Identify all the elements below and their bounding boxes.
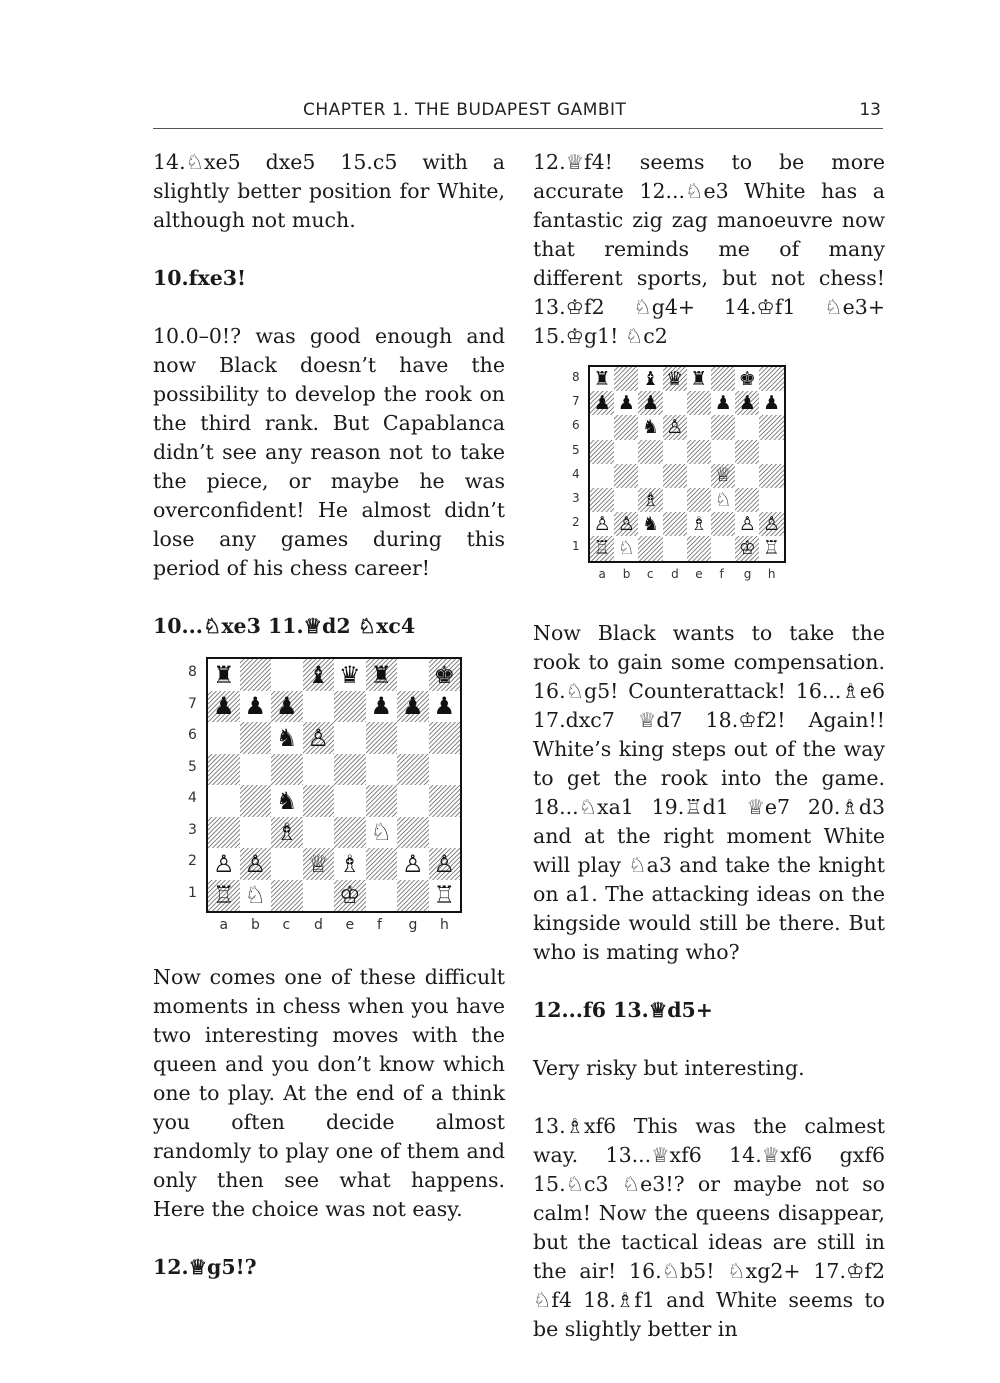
chess-piece-icon: ♚ [738, 367, 756, 390]
chess-board [588, 365, 786, 563]
chess-piece-icon: ♖ [212, 881, 235, 910]
square-g4 [397, 785, 429, 817]
chess-piece-icon: ♗ [275, 818, 298, 847]
chess-piece-icon: ♟ [244, 692, 266, 721]
square-g8 [397, 659, 429, 691]
square-f4 [366, 785, 398, 817]
square-f5 [711, 440, 735, 464]
chess-piece-icon: ♙ [433, 849, 455, 878]
square-b5 [240, 754, 272, 786]
square-c5 [271, 754, 303, 786]
chess-piece-icon: ♙ [401, 849, 424, 878]
square-e3 [687, 488, 711, 512]
square-g6 [735, 415, 759, 439]
square-c1 [271, 880, 303, 912]
chess-piece-icon: ♝ [307, 660, 329, 689]
rank-label: 4 [572, 466, 580, 481]
chess-piece-icon: ♔ [338, 881, 361, 910]
square-a5 [590, 440, 614, 464]
rank-label: 3 [572, 490, 580, 505]
square-h3 [759, 488, 783, 512]
file-label: c [282, 917, 291, 933]
square-e7 [334, 691, 366, 723]
chess-piece-icon: ♗ [338, 849, 361, 878]
square-a3 [208, 817, 240, 849]
square-g3 [735, 488, 759, 512]
square-f1 [711, 536, 735, 560]
square-c4 [638, 464, 662, 488]
chess-piece-icon: ♘ [714, 488, 732, 511]
square-d4 [663, 464, 687, 488]
chess-piece-icon: ♟ [762, 391, 780, 414]
main-move: 12.♕g5!? [153, 1255, 257, 1279]
paragraph: 13.♗xf6 This was the calmest way. 13...♕xf6 14.♕xf6 gxf6 15.♘c3 ♘e3!? or maybe not so calm! Now the queens disappear, but the tactical ideas are still in the air! 16.♘b5! ♘xg2+ 17.♔f2 ♘f4 18.♗f1 and White seems to be slightly better in [533, 1114, 885, 1341]
square-b5 [614, 440, 638, 464]
square-d1 [663, 536, 687, 560]
chess-piece-icon: ♞ [275, 723, 298, 752]
file-label: g [408, 917, 418, 933]
main-move: 12...f6 13.♕d5+ [533, 998, 713, 1022]
rank-label: 6 [188, 727, 197, 744]
file-label: h [767, 566, 776, 581]
square-b8 [240, 659, 272, 691]
square-e6 [687, 415, 711, 439]
square-c2 [271, 848, 303, 880]
file-label: h [440, 917, 449, 933]
square-h8 [759, 367, 783, 391]
chess-piece-icon: ♙ [738, 512, 756, 535]
square-f2 [366, 848, 398, 880]
rank-label: 2 [572, 515, 580, 530]
chess-piece-icon: ♙ [307, 723, 329, 752]
chess-piece-icon: ♜ [593, 367, 611, 390]
chess-piece-icon: ♛ [666, 367, 684, 390]
page-number: 13 [859, 100, 881, 120]
file-label: f [719, 566, 724, 581]
chess-piece-icon: ♙ [212, 849, 235, 878]
square-d3 [303, 817, 335, 849]
square-h5 [429, 754, 461, 786]
rank-label: 6 [572, 418, 580, 433]
chess-piece-icon: ♟ [275, 692, 298, 721]
square-d3 [663, 488, 687, 512]
file-label: d [671, 566, 679, 581]
square-h4 [429, 785, 461, 817]
rank-label: 1 [188, 884, 197, 901]
chess-piece-icon: ♕ [714, 464, 732, 487]
chess-piece-icon: ♔ [738, 536, 756, 559]
chess-diagram [153, 657, 505, 947]
file-label: e [345, 917, 355, 933]
chess-piece-icon: ♛ [338, 660, 361, 689]
chess-piece-icon: ♗ [641, 488, 659, 511]
chapter-title: CHAPTER 1. THE BUDAPEST GAMBIT [303, 100, 627, 120]
square-d7 [663, 391, 687, 415]
file-label: g [743, 566, 752, 581]
square-h5 [759, 440, 783, 464]
chess-piece-icon: ♙ [666, 415, 684, 438]
paragraph: 14.♘xe5 dxe5 15.c5 with a slightly better position for White, although not much. [153, 150, 505, 232]
square-a6 [590, 415, 614, 439]
square-h6 [429, 722, 461, 754]
paragraph: Very risky but interesting. [533, 1056, 805, 1080]
square-d2 [663, 512, 687, 536]
chess-piece-icon: ♙ [593, 512, 611, 535]
square-h3 [429, 817, 461, 849]
chess-piece-icon: ♗ [690, 512, 708, 535]
chess-piece-icon: ♝ [641, 367, 659, 390]
square-d4 [303, 785, 335, 817]
square-e1 [687, 536, 711, 560]
square-f6 [366, 722, 398, 754]
rank-label: 7 [572, 394, 580, 409]
square-d1 [303, 880, 335, 912]
square-b4 [614, 464, 638, 488]
square-f2 [711, 512, 735, 536]
square-g5 [397, 754, 429, 786]
chess-piece-icon: ♘ [370, 818, 392, 847]
rank-label: 2 [188, 853, 197, 870]
paragraph: Now comes one of these difficult moments in chess when you have two interesting moves with the queen and you don’t know which one to play. At the end of a think you often decide almost randomly to play one of them and only then see what happens. Here the choice was not easy. [153, 965, 505, 1221]
chess-piece-icon: ♙ [617, 512, 635, 535]
chess-diagram [533, 365, 885, 595]
paragraph: Now Black wants to take the rook to gain some compensation. 16.♘g5! Counterattack! 16...♗e6 17.dxc7 ♕d7 18.♔f2! Again!! White’s king steps out of the way to get the rook into the game. 18...♘xa1 19.♖d1 ♕e7 20.♗d3 and at the right moment White will play ♘a3 and take the knight on a1. The attacking ideas on the kingside would still be there. But who is mating who? [533, 621, 885, 964]
chess-piece-icon: ♞ [641, 415, 659, 438]
chess-piece-icon: ♟ [714, 391, 732, 414]
square-g3 [397, 817, 429, 849]
chess-piece-icon: ♘ [617, 536, 635, 559]
square-a6 [208, 722, 240, 754]
chess-piece-icon: ♟ [593, 391, 611, 414]
square-f6 [711, 415, 735, 439]
square-e3 [334, 817, 366, 849]
square-h4 [759, 464, 783, 488]
square-d5 [303, 754, 335, 786]
square-f8 [711, 367, 735, 391]
file-label: f [377, 917, 382, 933]
rank-label: 4 [188, 790, 197, 807]
rank-label: 5 [572, 442, 580, 457]
square-a3 [590, 488, 614, 512]
square-b3 [240, 817, 272, 849]
file-label: a [219, 917, 229, 933]
square-f1 [366, 880, 398, 912]
square-e5 [334, 754, 366, 786]
left-column [153, 148, 505, 1282]
chess-piece-icon: ♙ [762, 512, 780, 535]
rank-label: 3 [188, 821, 197, 838]
chess-piece-icon: ♟ [370, 692, 392, 721]
chess-piece-icon: ♕ [307, 849, 329, 878]
chess-piece-icon: ♟ [738, 391, 756, 414]
square-g1 [397, 880, 429, 912]
chess-piece-icon: ♜ [212, 660, 235, 689]
square-a4 [208, 785, 240, 817]
main-move: 10.fxe3! [153, 266, 247, 290]
square-e4 [687, 464, 711, 488]
rank-label: 5 [188, 758, 197, 775]
rank-label: 7 [188, 695, 197, 712]
file-label: a [598, 566, 606, 581]
rank-label: 8 [572, 369, 580, 384]
chess-piece-icon: ♖ [433, 881, 455, 910]
chess-piece-icon: ♖ [593, 536, 611, 559]
file-label: e [695, 566, 703, 581]
chess-piece-icon: ♟ [641, 391, 659, 414]
chess-board [206, 657, 462, 913]
square-b3 [614, 488, 638, 512]
square-d5 [663, 440, 687, 464]
chess-piece-icon: ♜ [370, 660, 392, 689]
chess-piece-icon: ♜ [690, 367, 708, 390]
chess-piece-icon: ♞ [641, 512, 659, 535]
square-g5 [735, 440, 759, 464]
chess-piece-icon: ♖ [762, 536, 780, 559]
chess-piece-icon: ♟ [212, 692, 235, 721]
square-c1 [638, 536, 662, 560]
chess-piece-icon: ♚ [433, 660, 455, 689]
square-b6 [240, 722, 272, 754]
square-b8 [614, 367, 638, 391]
running-head [153, 100, 883, 129]
rank-label: 8 [188, 664, 197, 681]
file-label: d [314, 917, 323, 933]
square-e5 [687, 440, 711, 464]
chess-piece-icon: ♟ [617, 391, 635, 414]
paragraph: 10.0–0!? was good enough and now Black doesn’t have the possibility to develop the rook on the third rank. But Capablanca didn’t see any reason not to take the piece, or maybe he was overconfident! He almost didn’t lose any games during this period of his chess career! [153, 324, 505, 580]
chess-piece-icon: ♟ [401, 692, 424, 721]
main-move: 10...♘xe3 11.♕d2 ♘xc4 [153, 614, 416, 638]
chess-piece-icon: ♞ [275, 786, 298, 815]
square-e6 [334, 722, 366, 754]
square-h6 [759, 415, 783, 439]
square-c8 [271, 659, 303, 691]
square-b4 [240, 785, 272, 817]
file-label: b [251, 917, 260, 933]
paragraph: 12.♕f4! seems to be more accurate 12...♘e3 White has a fantastic zig zag manoeuvre now that reminds me of many different sports, but not chess! 13.♔f2 ♘g4+ 14.♔f1 ♘e3+ 15.♔g1! ♘c2 [533, 150, 885, 348]
square-e7 [687, 391, 711, 415]
square-c5 [638, 440, 662, 464]
rank-label: 1 [572, 539, 580, 554]
file-label: b [622, 566, 631, 581]
chess-piece-icon: ♘ [244, 881, 266, 910]
square-g4 [735, 464, 759, 488]
file-label: c [646, 566, 654, 581]
chess-piece-icon: ♙ [244, 849, 266, 878]
square-a4 [590, 464, 614, 488]
square-g6 [397, 722, 429, 754]
chess-piece-icon: ♟ [433, 692, 455, 721]
square-e4 [334, 785, 366, 817]
square-a5 [208, 754, 240, 786]
square-b6 [614, 415, 638, 439]
square-d7 [303, 691, 335, 723]
square-f5 [366, 754, 398, 786]
right-column [533, 148, 885, 1344]
